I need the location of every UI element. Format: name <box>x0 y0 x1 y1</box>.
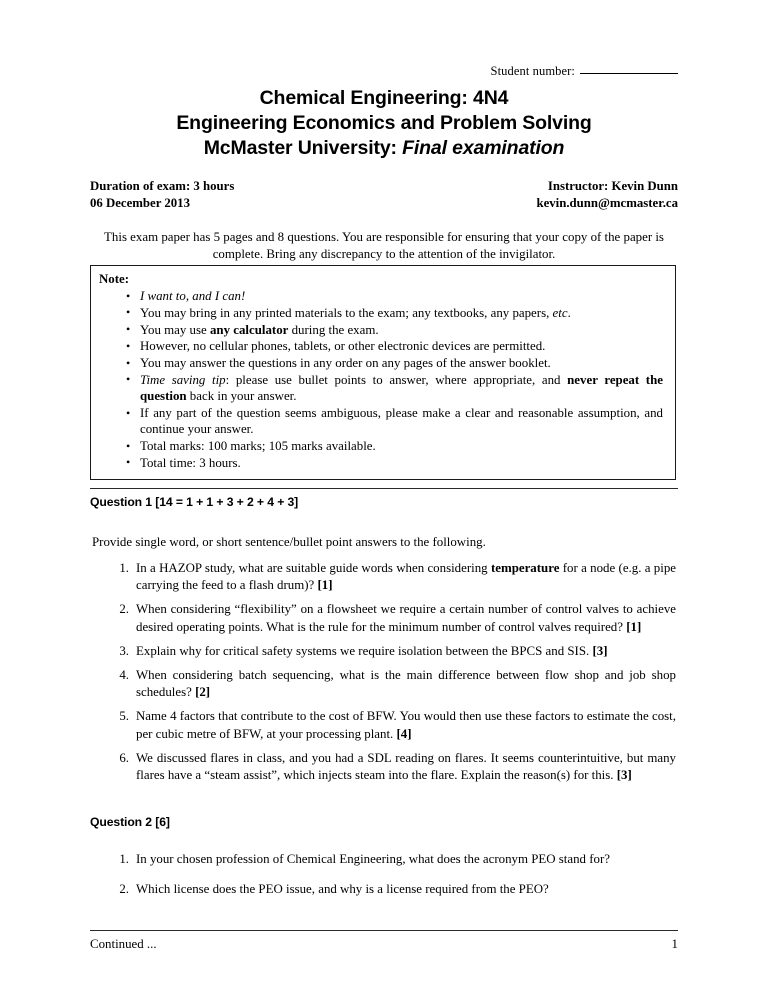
note-box <box>90 265 676 480</box>
emphasis-bold: [4] <box>396 726 412 741</box>
exam-meta-block <box>90 178 678 212</box>
emphasis-bold: [2] <box>195 685 211 700</box>
note-bullet-list <box>99 288 667 471</box>
question-item-text <box>136 709 676 740</box>
note-bullet-item <box>126 438 663 454</box>
text-run: Which license does the PEO issue, and why is a license required from the PEO? <box>136 882 549 897</box>
title-university <box>90 136 678 161</box>
text-run: You may answer the questions in any order on any pages of the answer booklet. <box>140 356 551 371</box>
text-run: You may bring in any printed materials to the exam; any textbooks, any papers, <box>140 305 553 320</box>
question-item-number: 5. <box>119 709 129 724</box>
question-item-number: 2. <box>119 602 129 617</box>
emphasis-italic: I want to, and I can! <box>140 289 246 303</box>
text-run: Total time: 3 hours. <box>140 455 241 470</box>
emphasis-bold: never repeat the question <box>140 372 663 404</box>
question-item <box>112 750 676 784</box>
emphasis-bold: [1] <box>626 619 642 634</box>
question-item-number: 6. <box>119 750 129 765</box>
question-item-number: 1. <box>119 852 129 866</box>
question-item-text <box>136 602 676 633</box>
question-item-number: 3. <box>119 643 129 658</box>
footer-page-number: 1 <box>671 937 678 951</box>
question-1-heading: Question 1 [14 = 1 + 1 + 3 + 2 + 4 + 3] <box>90 495 299 509</box>
question-item-number: 1. <box>119 561 129 575</box>
text-run: Name 4 factors that contribute to the cost of BFW. You would then use these factors to estimate the cost, per cubic metre of BFW, at your processing plant. <box>136 709 676 741</box>
text-run: In your chosen profession of Chemical Engineering, what does the acronym PEO stand for? <box>136 852 610 866</box>
student-number-label: Student number: <box>490 64 575 78</box>
text-run: However, no cellular phones, tablets, or other electronic devices are permitted. <box>140 339 546 354</box>
note-bullet-item <box>126 372 663 405</box>
meta-row-duration <box>90 178 678 195</box>
note-bullet-item <box>126 455 663 471</box>
text-run: : please use bullet points to answer, where appropriate, and <box>225 372 568 387</box>
text-run: We discussed flares in class, and you had a SDL reading on flares. It seems counterintuitive, but many flares have a “steam assist”, which injects steam into the flare. Explain the reason(s) for this. <box>136 750 676 783</box>
question-item <box>112 851 676 868</box>
exam-intro-paragraph: This exam paper has 5 pages and 8 questions. You are responsible for ensuring that your copy of the paper is complete. Bring any discrepancy to the attention of the invigilator. <box>104 230 664 261</box>
question-2-heading: Question 2 [6] <box>90 815 170 829</box>
instructor-email: kevin.dunn@mcmaster.ca <box>536 196 678 210</box>
question-1-intro: Provide single word, or short sentence/bullet point answers to the following. <box>92 535 486 549</box>
title-exam-type: Final examination <box>402 137 565 159</box>
text-run: When considering batch sequencing, what is the main difference between flow shop and job shop schedules? <box>136 668 676 700</box>
question-item-number: 4. <box>119 668 129 683</box>
text-run: Total marks: 100 marks; 105 marks available. <box>140 439 376 454</box>
footer-continued-label: Continued ... <box>90 937 157 951</box>
exam-duration: Duration of exam: 3 hours <box>90 179 235 193</box>
question-item-text <box>136 668 676 699</box>
question-1-items <box>112 560 676 791</box>
question-item <box>112 643 676 660</box>
question-item <box>112 708 676 742</box>
title-university-prefix: McMaster University: <box>203 137 403 159</box>
question-item-number: 2. <box>119 882 129 897</box>
note-bullet-item <box>126 338 663 354</box>
emphasis-bold: [3] <box>592 643 608 658</box>
question-item <box>112 667 676 701</box>
emphasis-bold: temperature <box>490 561 560 575</box>
text-run: If any part of the question seems ambiguous, please make a clear and reasonable assumption, and continue your answer. <box>140 406 663 437</box>
text-run: You may use <box>140 322 210 337</box>
text-run: back in your answer. <box>186 389 297 404</box>
exam-date: 06 December 2013 <box>90 196 190 210</box>
question-item <box>112 560 676 594</box>
emphasis-bold: [3] <box>616 768 632 783</box>
emphasis-bold: [1] <box>317 578 333 593</box>
question-2-items <box>112 851 676 911</box>
student-number-blank-rule <box>580 73 678 74</box>
text-run: during the exam. <box>288 322 379 337</box>
note-bullet-item <box>126 405 663 438</box>
question-item-text <box>136 882 549 896</box>
emphasis-italic: Time saving tip <box>140 372 226 387</box>
exam-page <box>90 0 678 994</box>
text-run: Explain why for critical safety systems we require isolation between the BPCS and SIS. <box>136 643 593 658</box>
text-run: . <box>567 305 571 320</box>
question-item-text <box>136 644 607 658</box>
text-run: for a node (e.g. a pipe carrying the feed to a flash drum)? <box>136 561 676 593</box>
student-number-field <box>491 64 678 79</box>
emphasis-bold: any calculator <box>209 322 289 337</box>
divider-above-footer <box>90 930 678 931</box>
note-bullet-item <box>126 322 663 338</box>
emphasis-italic: etc <box>552 305 568 320</box>
exam-instructor: Instructor: Kevin Dunn <box>547 179 678 193</box>
question-item-text <box>136 852 610 866</box>
title-subject: Engineering Economics and Problem Solving <box>176 112 592 134</box>
note-bullet-item <box>126 305 663 321</box>
question-item <box>112 881 676 898</box>
title-course: Chemical Engineering: 4N4 <box>259 87 509 109</box>
note-bullet-item <box>126 355 663 371</box>
text-run: When considering “flexibility” on a flowsheet we require a certain number of control valves to achieve desired operating points. What is the rule for the minimum number of control valves required? <box>136 602 676 634</box>
exam-title-block <box>90 86 678 161</box>
note-title: Note: <box>99 272 130 286</box>
question-item-text <box>136 561 676 592</box>
page-footer <box>90 936 678 953</box>
text-run: In a HAZOP study, what are suitable guide words when considering <box>136 561 491 575</box>
question-item-text <box>136 751 676 782</box>
question-item <box>112 601 676 635</box>
divider-above-question-1 <box>90 488 678 489</box>
note-bullet-item <box>126 288 663 304</box>
meta-row-date <box>90 195 678 212</box>
